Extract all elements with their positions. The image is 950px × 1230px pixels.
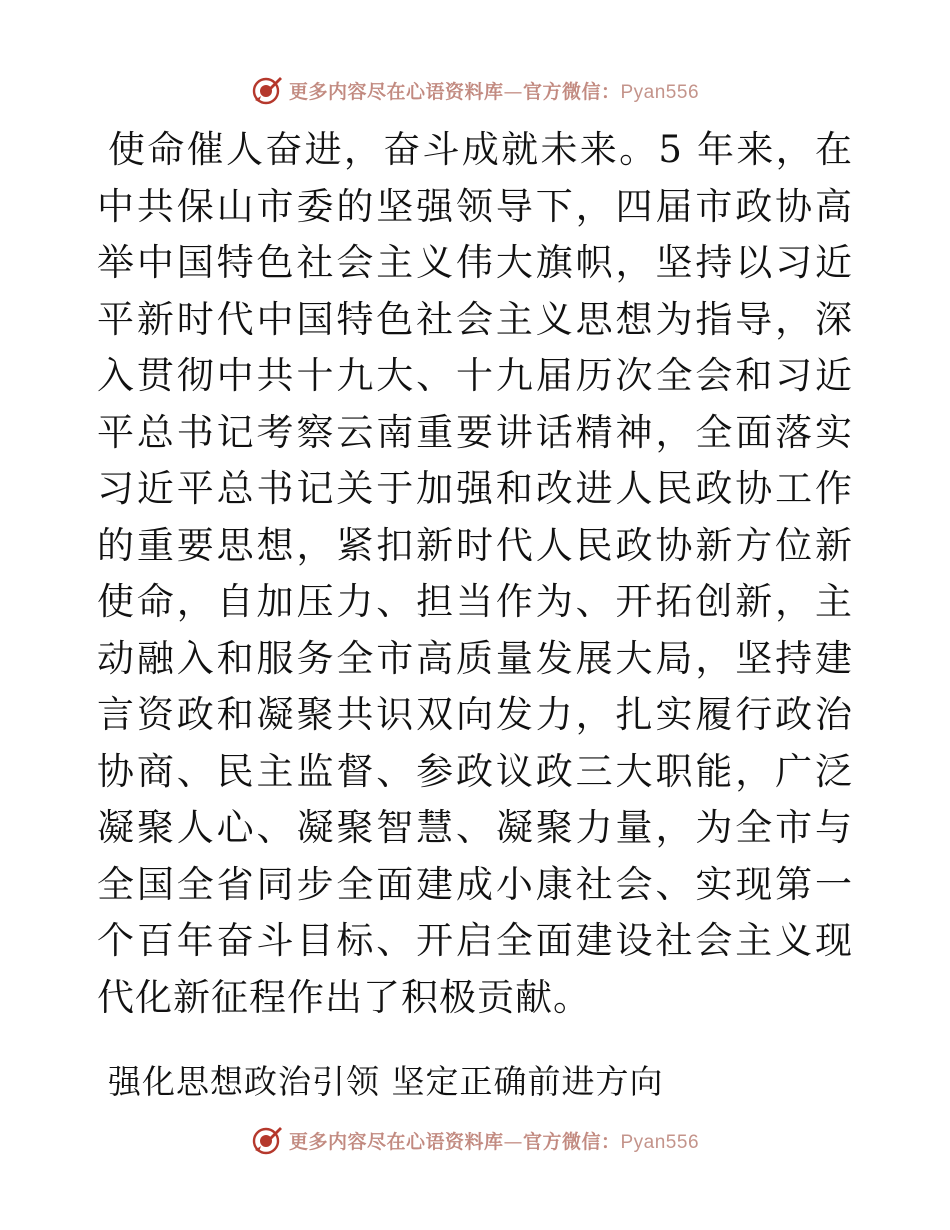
header-watermark-banner <box>0 70 950 110</box>
footer-watermark-text <box>289 1127 699 1154</box>
header-wechat-label: 官方微信： <box>522 80 621 103</box>
pen-nib-logo-icon <box>251 1124 283 1156</box>
footer-wechat-label: 官方微信： <box>522 1130 621 1153</box>
header-promo-text: 更多内容尽在心语资料库 <box>288 80 504 103</box>
document-body <box>97 122 853 1106</box>
header-watermark-text <box>289 77 699 104</box>
footer-promo-text: 更多内容尽在心语资料库 <box>288 1130 504 1153</box>
section-heading: 强化思想政治引领 坚定正确前进方向 <box>108 1062 664 1101</box>
footer-watermark-banner <box>0 1120 950 1160</box>
pen-nib-logo-icon <box>251 74 283 106</box>
footer-wechat-handle: Pyan556 <box>620 1131 700 1153</box>
header-wechat-handle: Pyan556 <box>620 81 700 103</box>
body-paragraph: 使命催人奋进，奋斗成就未来。5 年来，在中共保山市委的坚强领导下，四届市政协高举中国特色社会主义伟大旗帜，坚持以习近平新时代中国特色社会主义思想为指导，深入贯彻中共十九大、十九届历次全会和习近平总书记考察云南重要讲话精神，全面落实习近平总书记关于加强和改进人民政协工作的重要思想，紧扣新时代人民政协新方位新使命，自加压力、担当作为、开拓创新，主动融入和服务全市高质量发展大局，坚持建言资政和凝聚共识双向发力，扎实履行政治协商、民主监督、参政议政三大职能，广泛凝聚人心、凝聚智慧、凝聚力量，为全市与全国全省同步全面建成小康社会、实现第一个百年奋斗目标、开启全面建设社会主义现代化新征程作出了积极贡献。 <box>97 128 853 1019</box>
footer-separator: — <box>503 1130 523 1153</box>
header-separator: — <box>503 80 523 103</box>
